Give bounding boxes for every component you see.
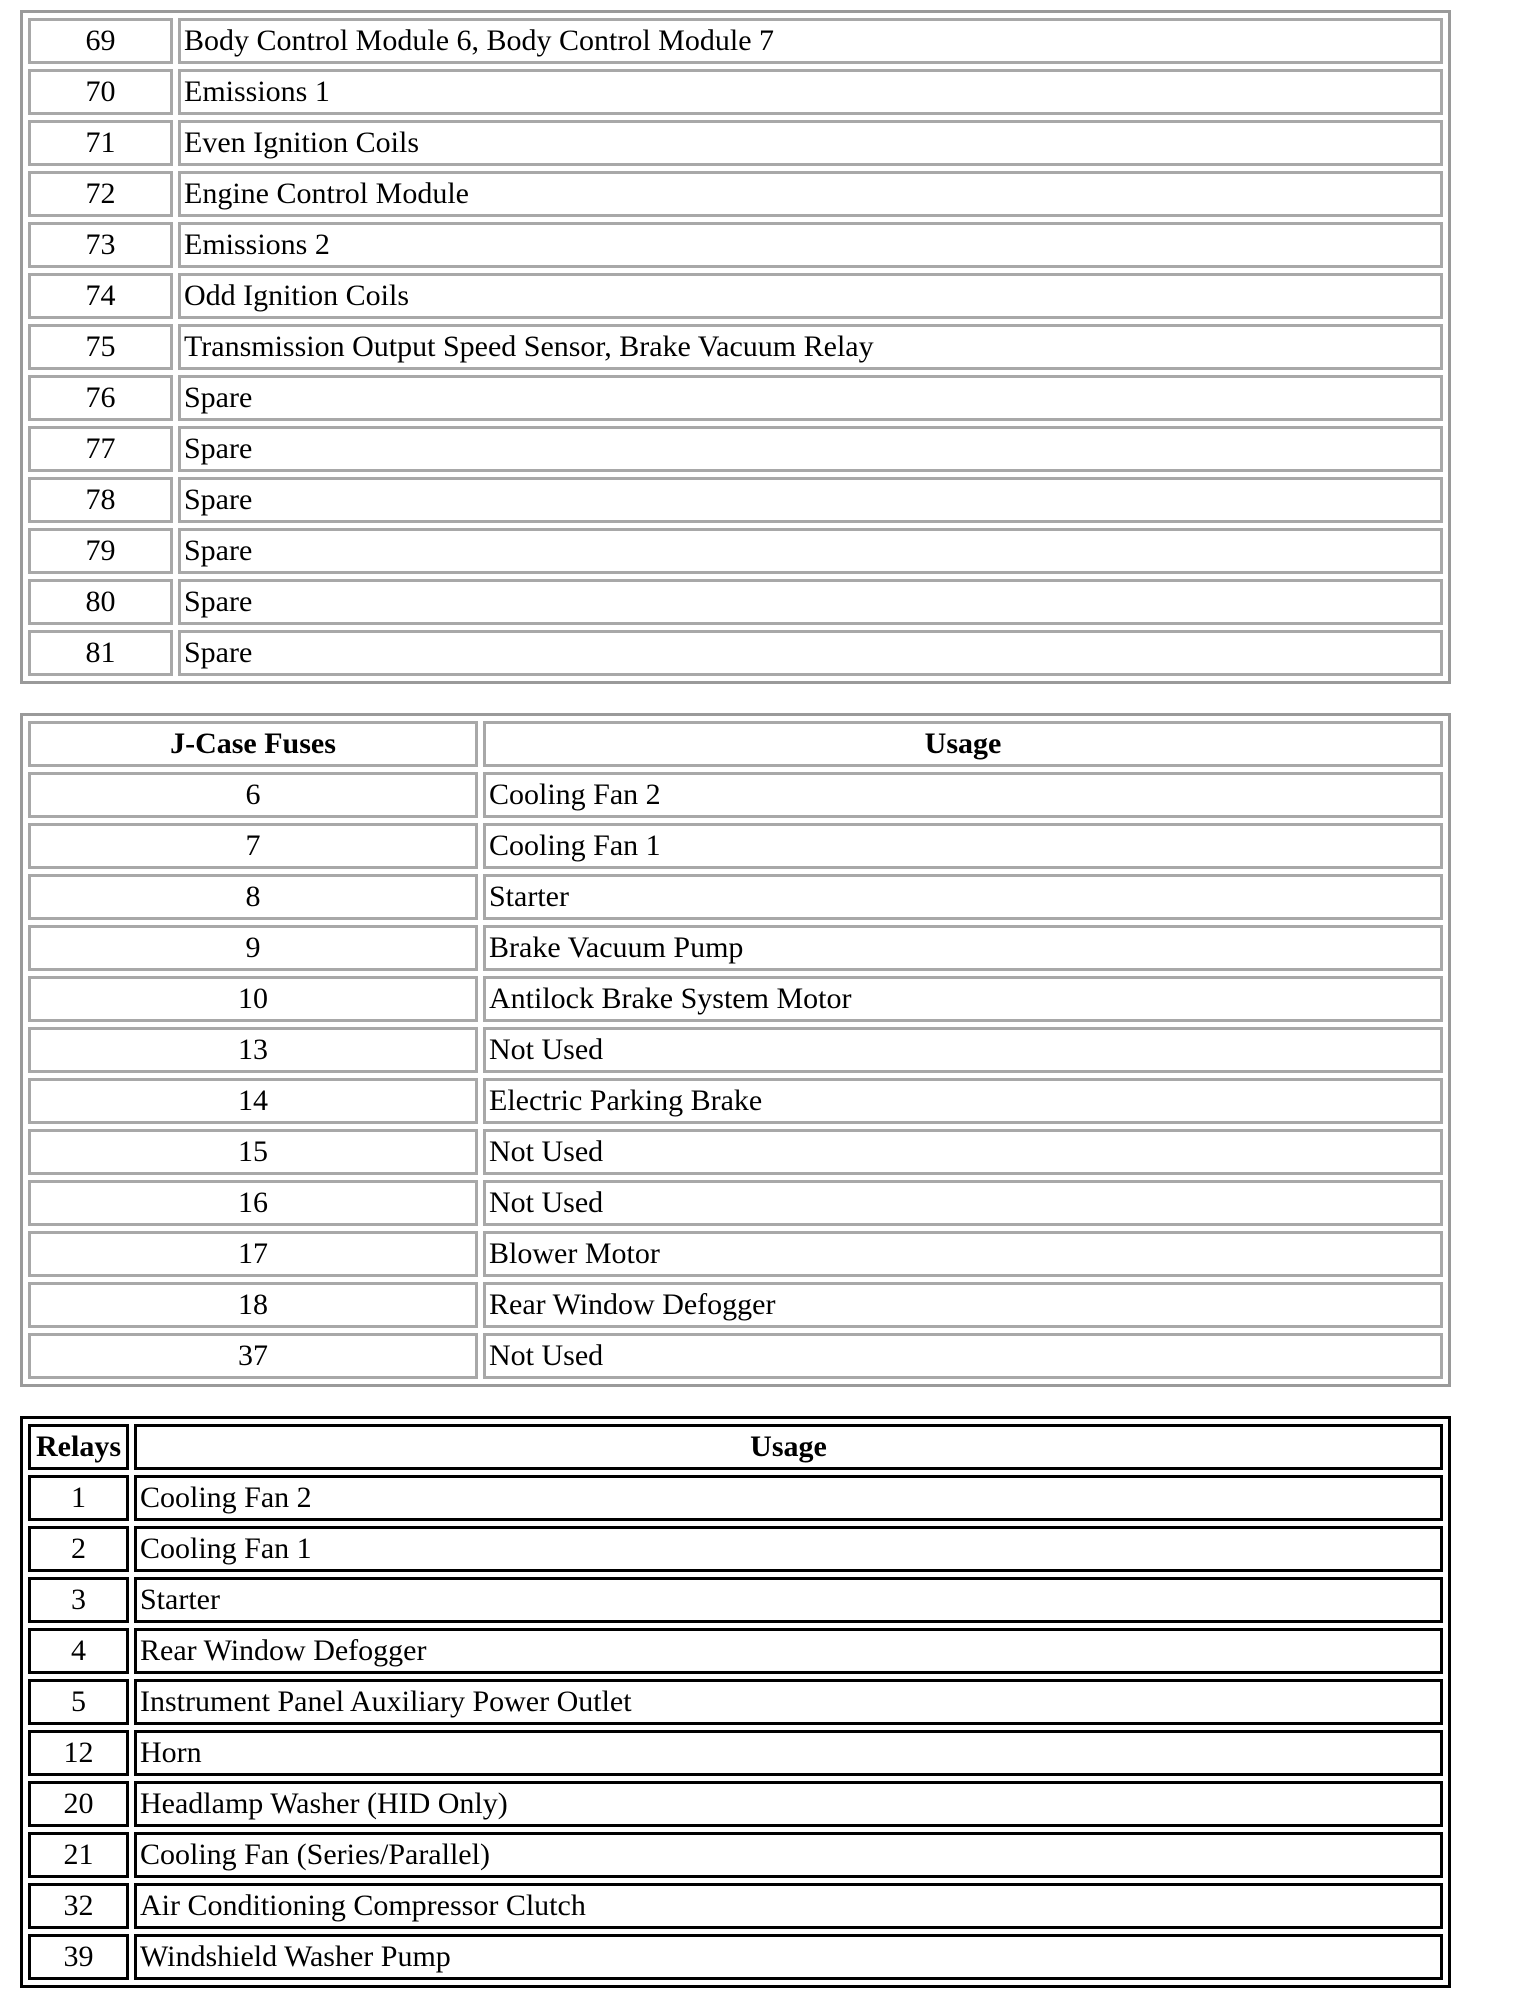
row-id-cell: 1 — [28, 1475, 129, 1521]
row-id-cell: 12 — [28, 1730, 129, 1776]
jcase-fuses-header: J-Case Fuses — [28, 721, 478, 767]
usage-header: Usage — [483, 721, 1443, 767]
table-row — [28, 69, 1443, 115]
table-row — [28, 120, 1443, 166]
row-usage-cell: Headlamp Washer (HID Only) — [134, 1781, 1443, 1827]
row-usage-cell: Horn — [134, 1730, 1443, 1776]
row-usage-cell: Starter — [134, 1577, 1443, 1623]
row-usage-cell: Air Conditioning Compressor Clutch — [134, 1883, 1443, 1929]
row-id-cell: 81 — [28, 630, 173, 676]
table-row — [28, 579, 1443, 625]
row-id-cell: 70 — [28, 69, 173, 115]
table-row — [28, 273, 1443, 319]
row-usage-cell: Starter — [483, 874, 1443, 920]
table-row — [28, 1180, 1443, 1226]
row-id-cell: 72 — [28, 171, 173, 217]
table-row — [28, 1129, 1443, 1175]
row-usage-cell: Not Used — [483, 1129, 1443, 1175]
table-row — [28, 1883, 1443, 1929]
fuse-usage-table — [20, 10, 1451, 684]
row-usage-cell: Cooling Fan 2 — [483, 772, 1443, 818]
jcase-fuses-table — [20, 713, 1451, 1387]
table-header-row — [28, 1424, 1443, 1470]
row-usage-cell: Emissions 2 — [178, 222, 1443, 268]
row-id-cell: 69 — [28, 18, 173, 64]
row-id-cell: 4 — [28, 1628, 129, 1674]
row-id-cell: 76 — [28, 375, 173, 421]
row-usage-cell: Spare — [178, 375, 1443, 421]
table-row — [28, 976, 1443, 1022]
relay-table-body — [28, 1475, 1443, 1980]
table-row — [28, 1333, 1443, 1379]
table-row — [28, 630, 1443, 676]
table-row — [28, 925, 1443, 971]
table-row — [28, 171, 1443, 217]
row-usage-cell: Instrument Panel Auxiliary Power Outlet — [134, 1679, 1443, 1725]
row-id-cell: 39 — [28, 1934, 129, 1980]
fuse-table-body — [28, 18, 1443, 676]
row-usage-cell: Spare — [178, 579, 1443, 625]
row-id-cell: 80 — [28, 579, 173, 625]
row-id-cell: 74 — [28, 273, 173, 319]
row-id-cell: 21 — [28, 1832, 129, 1878]
row-usage-cell: Brake Vacuum Pump — [483, 925, 1443, 971]
row-usage-cell: Antilock Brake System Motor — [483, 976, 1443, 1022]
row-id-cell: 10 — [28, 976, 478, 1022]
table-row — [28, 1231, 1443, 1277]
row-usage-cell: Not Used — [483, 1180, 1443, 1226]
table-row — [28, 1282, 1443, 1328]
row-usage-cell: Blower Motor — [483, 1231, 1443, 1277]
row-usage-cell: Rear Window Defogger — [483, 1282, 1443, 1328]
row-id-cell: 15 — [28, 1129, 478, 1175]
row-id-cell: 14 — [28, 1078, 478, 1124]
row-id-cell: 20 — [28, 1781, 129, 1827]
table-row — [28, 426, 1443, 472]
table-row — [28, 1781, 1443, 1827]
table-row — [28, 874, 1443, 920]
row-usage-cell: Electric Parking Brake — [483, 1078, 1443, 1124]
row-usage-cell: Spare — [178, 528, 1443, 574]
row-usage-cell: Cooling Fan 2 — [134, 1475, 1443, 1521]
table-row — [28, 477, 1443, 523]
row-usage-cell: Emissions 1 — [178, 69, 1443, 115]
relays-header: Relays — [28, 1424, 129, 1470]
row-usage-cell: Engine Control Module — [178, 171, 1443, 217]
row-id-cell: 3 — [28, 1577, 129, 1623]
row-id-cell: 13 — [28, 1027, 478, 1073]
row-id-cell: 78 — [28, 477, 173, 523]
row-usage-cell: Spare — [178, 477, 1443, 523]
table-row — [28, 1832, 1443, 1878]
row-usage-cell: Spare — [178, 630, 1443, 676]
table-row — [28, 1027, 1443, 1073]
row-usage-cell: Spare — [178, 426, 1443, 472]
row-usage-cell: Not Used — [483, 1027, 1443, 1073]
row-id-cell: 6 — [28, 772, 478, 818]
table-row — [28, 1475, 1443, 1521]
usage-header: Usage — [134, 1424, 1443, 1470]
table-row — [28, 1628, 1443, 1674]
row-id-cell: 17 — [28, 1231, 478, 1277]
jcase-table-body — [28, 772, 1443, 1379]
row-id-cell: 32 — [28, 1883, 129, 1929]
row-id-cell: 71 — [28, 120, 173, 166]
row-id-cell: 18 — [28, 1282, 478, 1328]
table-row — [28, 1730, 1443, 1776]
row-id-cell: 73 — [28, 222, 173, 268]
row-usage-cell: Transmission Output Speed Sensor, Brake Vacuum Relay — [178, 324, 1443, 370]
row-id-cell: 75 — [28, 324, 173, 370]
table-row — [28, 528, 1443, 574]
table-row — [28, 324, 1443, 370]
table-row — [28, 1577, 1443, 1623]
row-id-cell: 79 — [28, 528, 173, 574]
row-id-cell: 16 — [28, 1180, 478, 1226]
row-id-cell: 37 — [28, 1333, 478, 1379]
row-id-cell: 9 — [28, 925, 478, 971]
row-usage-cell: Not Used — [483, 1333, 1443, 1379]
row-usage-cell: Body Control Module 6, Body Control Module 7 — [178, 18, 1443, 64]
row-usage-cell: Rear Window Defogger — [134, 1628, 1443, 1674]
row-usage-cell: Cooling Fan 1 — [483, 823, 1443, 869]
row-id-cell: 77 — [28, 426, 173, 472]
row-usage-cell: Even Ignition Coils — [178, 120, 1443, 166]
row-id-cell: 2 — [28, 1526, 129, 1572]
table-row — [28, 1934, 1443, 1980]
table-row — [28, 1526, 1443, 1572]
row-usage-cell: Cooling Fan (Series/Parallel) — [134, 1832, 1443, 1878]
table-row — [28, 823, 1443, 869]
row-id-cell: 7 — [28, 823, 478, 869]
table-row — [28, 18, 1443, 64]
relays-table — [20, 1416, 1451, 1988]
row-id-cell: 5 — [28, 1679, 129, 1725]
table-row — [28, 772, 1443, 818]
table-row — [28, 1679, 1443, 1725]
table-row — [28, 375, 1443, 421]
table-row — [28, 1078, 1443, 1124]
row-usage-cell: Windshield Washer Pump — [134, 1934, 1443, 1980]
row-usage-cell: Odd Ignition Coils — [178, 273, 1443, 319]
table-header-row — [28, 721, 1443, 767]
row-id-cell: 8 — [28, 874, 478, 920]
row-usage-cell: Cooling Fan 1 — [134, 1526, 1443, 1572]
table-row — [28, 222, 1443, 268]
